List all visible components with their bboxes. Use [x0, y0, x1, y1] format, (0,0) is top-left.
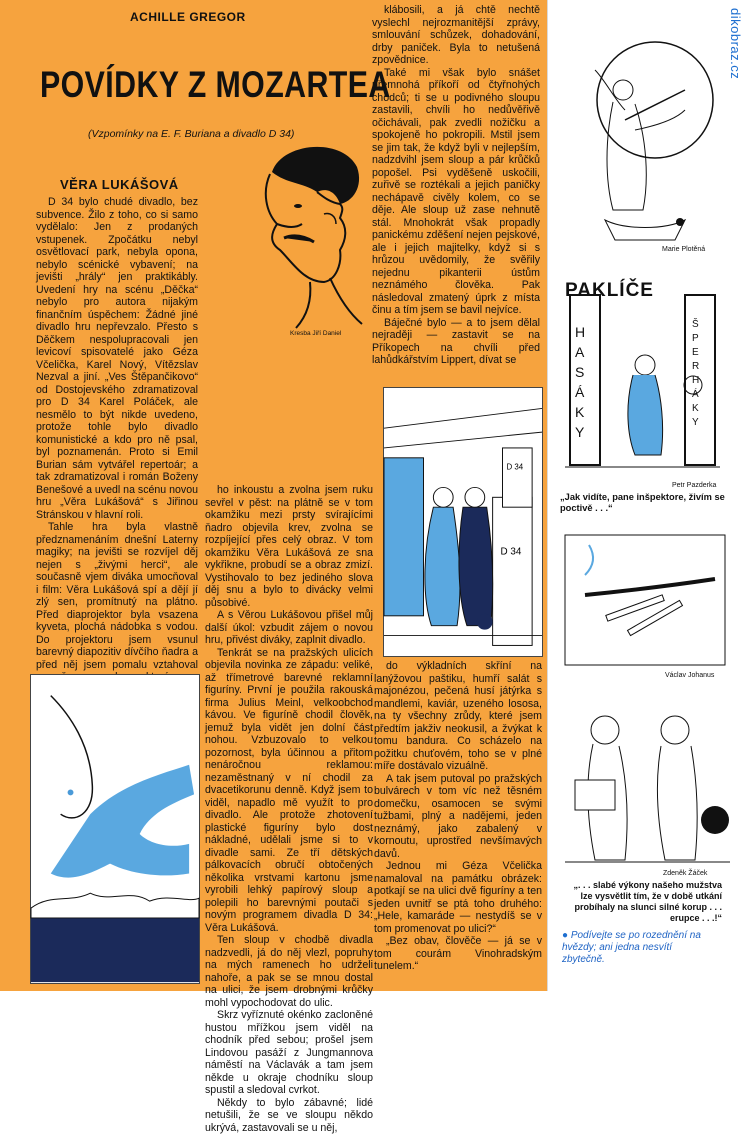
bullet-icon: ●: [562, 930, 568, 941]
paragraph: klábosili, a já chtě nechtě vyslechl nejrozmanitější zprávy, smlouvání schůzek, dohadování, drby paniček. Byla to netušená zpovědnice.: [372, 4, 540, 67]
violinist-cartoon: [565, 30, 715, 250]
hand-illustration: [30, 674, 200, 984]
svg-text:D 34: D 34: [501, 547, 522, 558]
sidebar-note: [562, 930, 712, 966]
cartoon-quote: „Jak vidíte, pane inšpektore, živím se poctivě . . .“: [560, 492, 725, 514]
cartoon-credit: Václav Johanus: [665, 672, 714, 679]
paragraph: do výkladních skříní na lanýžovou paštiku, humří salát s majonézou, pečená husí játýrka s mandlemi, kaviár, uzeného lososa, na ty všechny zrůdy, které jsem předtím jakživ neokusil, a žvýkat k tomu bandura. Co scházelo na požitku chuťovém, toho se v plné míře dostávalo vizuálně.: [374, 660, 542, 773]
article-title: POVÍDKY Z MOZARTEA: [40, 64, 302, 106]
article-column-3-bottom: [374, 660, 542, 985]
football-cartoon: [565, 690, 730, 870]
article-column-2: [205, 484, 373, 984]
article-subtitle: (Vzpomínky na E. F. Buriana a divadlo D 34): [88, 128, 294, 140]
caricature-illustration: [232, 132, 367, 332]
cartoon-sign-top: PAKLÍČE: [565, 280, 654, 302]
article-column-3-top: [372, 4, 540, 380]
cartoon-credit: Zdeněk Žáček: [663, 870, 707, 877]
paragraph: A tak jsem putoval po pražských bulvárech v tom víc než těsném domečku, osamocen se svými tužbami, plný a nadějemi, jeden neznámý, jako zabalený v kornoutu, uprostřed nevšímavých davů.: [374, 773, 542, 861]
cartoon-sign-right: ŠPERHÁKY: [692, 318, 702, 430]
article-column-1: [36, 196, 198, 671]
cigarettes-cartoon: [565, 535, 725, 665]
paragraph: „Bez obav, člověče — já se v tom courám Vinohradským tunelem.“: [374, 935, 542, 973]
paragraph: Tahle hra byla vlastně předznamenáním dnešní Laterny magiky; na jevišti se rozvíjel děj nejen s „živými herci“, ale současně vjem diváka umocňoval i film: Věra Lukášová spí a dějí jí zlý sen, promítnutý na plátno. Před diaprojektor byla vsazena kyveta, plochá nádobka s vodou. Do projektoru jsem vsunul barevný diapozitiv dívčího ňadra a před něj jsem pomalu vztahoval: [36, 521, 198, 721]
paragraph: Jednou mi Géza Včelička namaloval na památku obrázek: potkají se na ulici dvě figuríny a ten jeden uvnitř se ptá toho druhého: „Hele, kamaráde — nestydíš se v tom promenovat po ulici?“: [374, 860, 542, 935]
illustration-credit: Kresba Jiří Daniel: [290, 330, 341, 337]
svg-text:D 34: D 34: [506, 463, 523, 472]
paragraph: Ten sloup v chodbě divadla nadzvedli, já do něj vlezl, popruhy na mých ramenech ho udrželi nahoře, a pak se se mnou dostal na ulici, že jsem drobnými krůčky mohl vypochodovat do ulic.: [205, 934, 373, 1009]
section-heading: VĚRA LUKÁŠOVÁ: [60, 177, 179, 192]
paragraph: Skrz vyříznuté okénko zacloněné hustou mřížkou jsem viděl na chodník před sebou; prošel jsem Lindovou pasáží z Jungmannova náměstí na Václavák a tam jsem někde u okraje chodníku sloup spustil a sledoval cvrkot.: [205, 1009, 373, 1097]
site-watermark: dikobraz.cz: [728, 8, 743, 79]
cartoon-credit: Marie Plotěná: [662, 246, 705, 253]
cartoon-sign-left: HASÁKY: [575, 322, 589, 442]
street-column-illustration: [383, 387, 543, 657]
cartoon-credit: Petr Pazderka: [672, 482, 716, 489]
paragraph: A s Věrou Lukášovou přišel můj další úkol: vzbudit zájem o novou hru, přivést diváky, zaplnit divadlo.: [205, 609, 373, 647]
paragraph: ho inkoustu a zvolna jsem ruku sevřel v pěst: na plátně se v tom okamžiku mezi prsty svírajícími ňadro objevila krev, zvolna se rozpíjející přes celý obraz. V tom okamžiku Věra Lukášová ze sna vykřikne, probudí se a obraz zmizí. Vystihovalo to bez jediného slova děj snu a bylo to divácky velmi působivé.: [205, 484, 373, 609]
note-text: Podívejte se po rozednění na hvězdy; ani jedna nesvítí zbytečně.: [562, 930, 701, 965]
cartoon-quote: „. . . slabé výkony našeho mužstva lze vysvětlit tím, že v době utkání probíhaly na slunci silné korup . . . erupce . . .!“: [562, 880, 722, 924]
article-author: ACHILLE GREGOR: [130, 10, 246, 24]
paragraph: Tenkrát se na pražských ulicích objevila novinka ze západu: veliké, až třímetrové barevné reklamní figuríny. První je použila rakouská firma Julius Meinl, velkoobchod kávou. Ve figuríně chodil člověk, jemuž byla vidět jen dolní část nohou. Vzbuzovalo to velkou pozornost, byla účinnou a přitom nenáročnou reklamou: nezaměstnaný v ní chodil za dvacetikorunu denně. Když jsem to viděl, napadlo mě využít to pro divadlo. Ale protože zhotovení plastické figuríny bylo dost nákladné, udělali jsme si to v divadle sami. Ze tří dětských pálkovacích obručí obtočených několika vrstvami kartonu jsme vyrobili lehký papírový sloup a polepili ho barevnými poutači s novým programem divadla D 34: Věra Lukášová.: [205, 647, 373, 935]
paragraph: Také mi však bylo snášet přemnohá příkoří od čtyřnohých chodců; ti se u podivného sloupu zastavili, chvíli ho nedůvěřivě očichávali, pak zvedli nožičku a spokojeně ho pokropili. Mstil jsem se jim tak, že když byli v nejlepším, nadzdvihl jsem sloup a pár krůčků popošel. Psi vyděšeně uskočili, zuřivě se roztékali a jejich paničky nechápavě civěly kolem, co se děje. Ale sloup už zase nehnutě stál. Mnohokrát však propadly panickému zděšení nejen pejskové, ale i jejich majitelky, když si s hrůzou uvědomily, že svěřily nejednu pikanterii ústům neznámého člověka. Pak následoval zmatený úprk z místa činu a tím jsem se bavil nejvíce.: [372, 67, 540, 317]
paragraph: D 34 bylo chudé divadlo, bez subvence. Žilo z toho, co si samo vydělalo: Jen z prodaných vstupenek. Zpočátku nebyl osvětlovací park, nebyla opona, nebylo scénické vybavení; na jevišti „hrály“ jen praktikábly. Uvedení hry na scénu „Děčka“ nebylo pro autora nijakým finančním úspěchem: Žádné jiné divadlo hru nepřevzalo. Přesto s Děčkem nespolupracovali jen levicoví spisovatelé jako Géza Včelička, Karel Nový, Vítězslav Nezval a jiní. „Ves Štěpančikovo“ od Dostojevského zdramatizoval pro D 34 Karel Poláček, ale nesmělo to být nikde uvedeno, protože tohle bylo divadlo komunistické a kdo pro ně psal, byl poznamenán. Proto si Emil Burian sám vytvářel repertoár; a tak zdramatizoval i román Boženy Benešové a uvedl na scénu novou hru „Věra Lukášová“ s Jiřinou Stránskou v hlavní roli.: [36, 196, 198, 521]
paragraph: Báječné bylo — a to jsem dělal nejraději — zastavit se na Příkopech na chvíli před lahůdkářstvím Lippert, dívat se: [372, 317, 540, 367]
paragraph: Někdy to bylo zábavné; lidé netušili, že se ve sloupu někdo ukrývá, zastavovali se u něj,: [205, 1097, 373, 1134]
